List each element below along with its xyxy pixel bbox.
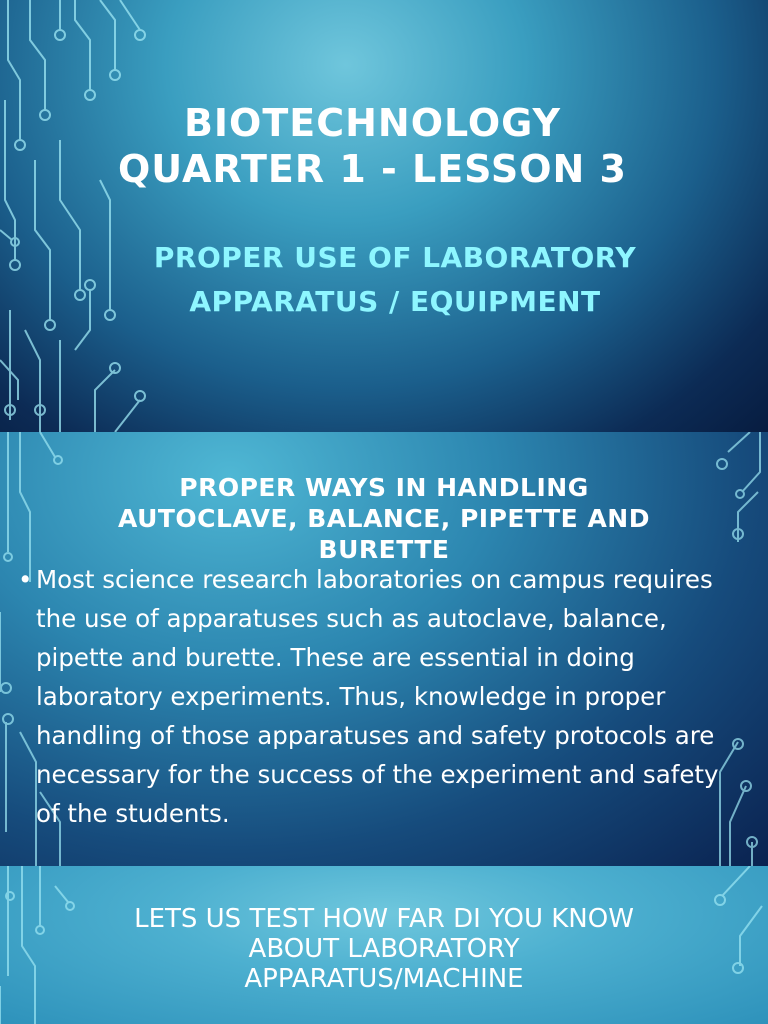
slide-heading xyxy=(60,472,708,565)
title-slide xyxy=(0,0,768,432)
circuit-decoration-left xyxy=(0,0,160,432)
slide-heading-line-3: BURETTE xyxy=(318,535,450,564)
content-slide xyxy=(0,432,768,866)
bullet-icon: • xyxy=(18,565,33,594)
slide-question-line-3: APPARATUS/MACHINE xyxy=(244,964,524,994)
bullet-paragraph xyxy=(18,560,746,833)
slide-title-line-1: BIOTECHNOLOGY xyxy=(183,101,562,145)
slide-title xyxy=(0,100,745,192)
slide-question-line-2: ABOUT LABORATORY xyxy=(248,934,520,964)
slide-question-line-1: LETS US TEST HOW FAR DI YOU KNOW xyxy=(134,904,634,934)
slide-heading-line-1: PROPER WAYS IN HANDLING xyxy=(179,473,589,502)
slide-title-line-2: QUARTER 1 - LESSON 3 xyxy=(118,147,627,191)
slide-heading-line-2: AUTOCLAVE, BALANCE, PIPETTE AND xyxy=(118,504,650,533)
slide-subtitle-line-2: APPARATUS / EQUIPMENT xyxy=(189,285,601,318)
slide-question-title xyxy=(60,904,708,994)
bullet-text: Most science research laboratories on campus requires the use of apparatuses such as autoclave, balance, pipette and burette. These are essential in doing laboratory experiments. Thus, knowledge in proper handling of those apparatuses and safety protocols are necessary for the success of the experiment and safety of the students. xyxy=(36,565,719,828)
slide-subtitle xyxy=(0,236,768,324)
slide-subtitle-line-1: PROPER USE OF LABORATORY xyxy=(153,241,637,274)
question-slide xyxy=(0,866,768,1024)
